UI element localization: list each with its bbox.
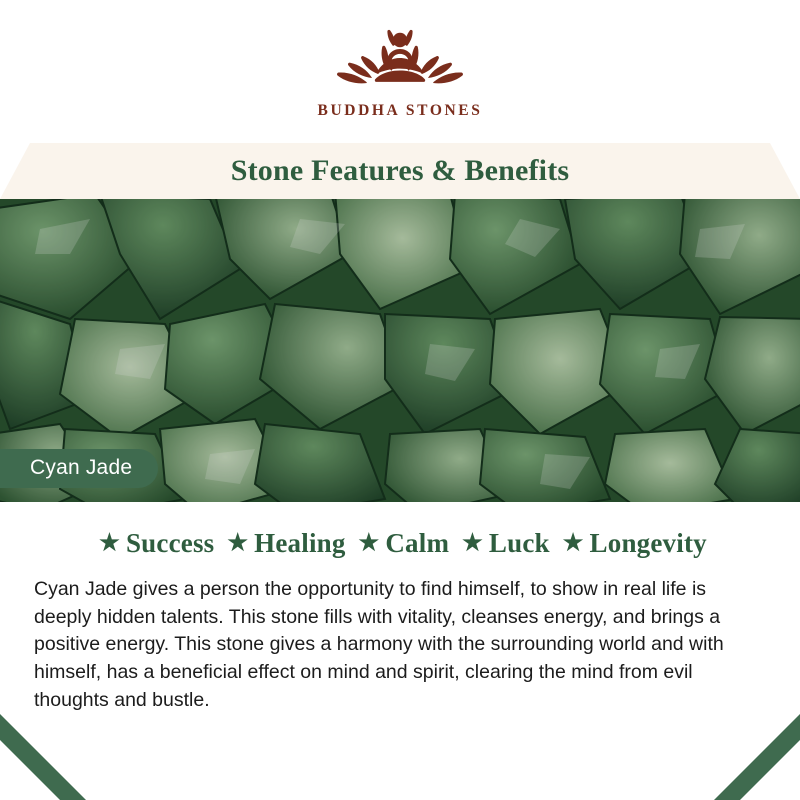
section-title-band <box>0 143 800 199</box>
star-icon: ★ <box>462 530 483 555</box>
keyword-healing: Healing <box>254 528 346 558</box>
star-icon: ★ <box>227 530 249 555</box>
stone-photo <box>0 199 800 502</box>
keyword-luck: Luck <box>488 528 550 558</box>
content-section <box>0 502 800 714</box>
brand-name: BUDDHA STONES <box>317 102 483 119</box>
corner-decoration-bottom-right-inner <box>740 740 800 800</box>
star-icon: ★ <box>358 530 380 555</box>
star-icon: ★ <box>99 530 120 555</box>
keyword-calm: Calm <box>385 528 450 558</box>
brand-header <box>0 0 800 143</box>
stone-name-label: Cyan Jade <box>0 449 158 488</box>
stone-description: Cyan Jade gives a person the opportunity to find himself, to show in real life is deeply hidden talents. This stone fills with vitality, cleanses energy, and brings a positive energy. This stone gives a harmony with the surrounding world and with himself, has a beneficial effect on mind and spirit, clearing the mind from evil thoughts and bustle. <box>34 578 724 711</box>
lotus-meditation-figure-icon <box>315 22 485 100</box>
page-title: Stone Features & Benefits <box>230 154 570 187</box>
star-icon: ★ <box>562 530 584 555</box>
keyword-list <box>34 528 766 559</box>
keyword-longevity: Longevity <box>589 528 707 558</box>
corner-decoration-bottom-left-inner <box>0 740 60 800</box>
keyword-success: Success <box>125 528 215 558</box>
